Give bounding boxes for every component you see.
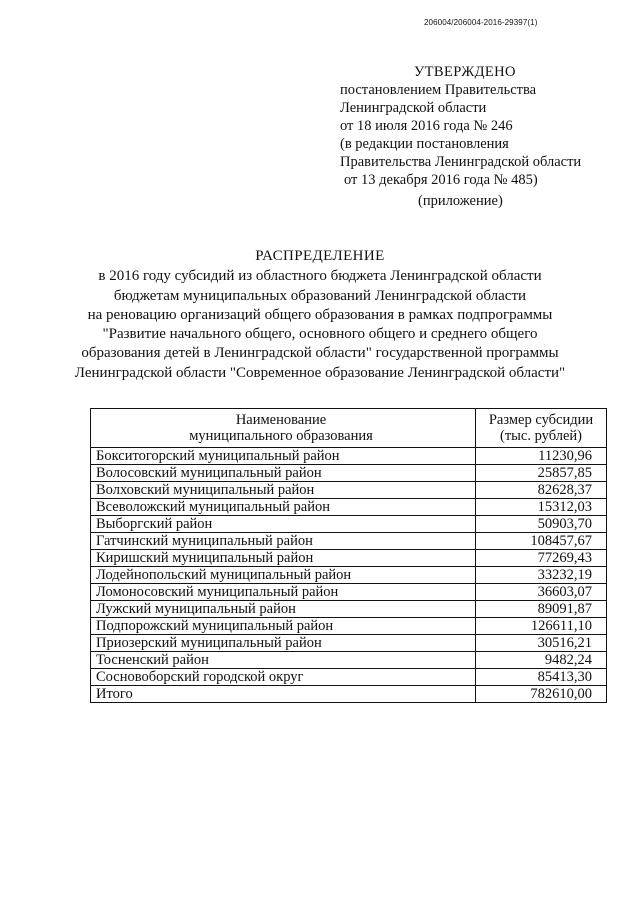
- table-row: [91, 584, 607, 601]
- table-row: [91, 499, 607, 516]
- approval-note: (приложение): [418, 193, 503, 209]
- heading-line: Ленинградской области "Современное образование Ленинградской области": [74, 364, 566, 381]
- municipality-name: Выборгский район: [91, 516, 476, 533]
- municipality-name: Ломоносовский муниципальный район: [91, 584, 476, 601]
- table-row: [91, 669, 607, 686]
- header-municipality: [91, 409, 476, 448]
- table-row: [91, 533, 607, 550]
- subsidy-value: 25857,85: [476, 465, 607, 482]
- header-text: муниципального образования: [189, 428, 373, 444]
- table-row: [91, 601, 607, 618]
- header-text: (тыс. рублей): [500, 428, 582, 444]
- table-row: [91, 567, 607, 584]
- municipality-name: Лодейнопольский муниципальный район: [91, 567, 476, 584]
- total-value: 782610,00: [476, 686, 607, 703]
- municipality-name: Волосовский муниципальный район: [91, 465, 476, 482]
- approval-line: (в редакции постановления: [340, 136, 509, 152]
- approval-block: [340, 63, 581, 210]
- subsidy-value: 9482,24: [476, 652, 607, 669]
- table-row: [91, 516, 607, 533]
- table-header-row: [91, 409, 607, 448]
- heading-line: в 2016 году субсидий из областного бюджета Ленинградской области: [98, 268, 542, 285]
- approval-line: постановлением Правительства: [340, 82, 537, 98]
- subsidy-value: 108457,67: [476, 533, 607, 550]
- municipality-name: Сосновоборский городской округ: [91, 669, 476, 686]
- municipality-name: Волховский муниципальный район: [91, 482, 476, 499]
- subsidy-value: 36603,07: [476, 584, 607, 601]
- total-label: Итого: [91, 686, 476, 703]
- municipality-name: Лужский муниципальный район: [91, 601, 476, 618]
- subsidy-value: 89091,87: [476, 601, 607, 618]
- approval-line: от 13 декабря 2016 года № 485): [344, 172, 538, 188]
- heading-title: РАСПРЕДЕЛЕНИЕ: [255, 248, 385, 264]
- subsidy-value: 85413,30: [476, 669, 607, 686]
- municipality-name: Всеволожский муниципальный район: [91, 499, 476, 516]
- table-row: [91, 635, 607, 652]
- subsidy-value: 15312,03: [476, 499, 607, 516]
- total-row: [91, 686, 607, 703]
- subsidy-value: 126611,10: [476, 618, 607, 635]
- subsidy-value: 30516,21: [476, 635, 607, 652]
- heading-line: образования детей в Ленинградской области" государственной программы: [81, 345, 559, 362]
- subsidy-value: 33232,19: [476, 567, 607, 584]
- approval-line: Правительства Ленинградской области: [340, 154, 582, 170]
- table-row: [91, 465, 607, 482]
- document-id: 206004/206004-2016-29397(1): [424, 18, 538, 27]
- heading-line: бюджетам муниципальных образований Ленинградской области: [113, 287, 527, 304]
- header-subsidy: [476, 409, 607, 448]
- municipality-name: Бокситогорский муниципальный район: [91, 448, 476, 465]
- subsidy-value: 77269,43: [476, 550, 607, 567]
- subsidy-value: 11230,96: [476, 448, 607, 465]
- municipality-name: Приозерский муниципальный район: [91, 635, 476, 652]
- document-heading: [0, 247, 640, 383]
- heading-line: "Развитие начального общего, основного общего и среднего общего: [102, 326, 538, 343]
- subsidy-value: 50903,70: [476, 516, 607, 533]
- header-text: Размер субсидии: [488, 412, 594, 428]
- approval-title: УТВЕРЖДЕНО: [414, 64, 516, 80]
- header-text: Наименование: [235, 412, 327, 428]
- subsidy-table: [90, 408, 607, 703]
- municipality-name: Гатчинский муниципальный район: [91, 533, 476, 550]
- table-row: [91, 482, 607, 499]
- table-row: [91, 448, 607, 465]
- approval-line: от 18 июля 2016 года № 246: [340, 118, 513, 134]
- heading-line: на реновацию организаций общего образования в рамках подпрограммы: [87, 306, 553, 323]
- subsidy-value: 82628,37: [476, 482, 607, 499]
- municipality-name: Подпорожский муниципальный район: [91, 618, 476, 635]
- table-row: [91, 618, 607, 635]
- approval-line: Ленинградской области: [340, 100, 487, 116]
- table-row: [91, 550, 607, 567]
- table-row: [91, 652, 607, 669]
- municipality-name: Киришский муниципальный район: [91, 550, 476, 567]
- municipality-name: Тосненский район: [91, 652, 476, 669]
